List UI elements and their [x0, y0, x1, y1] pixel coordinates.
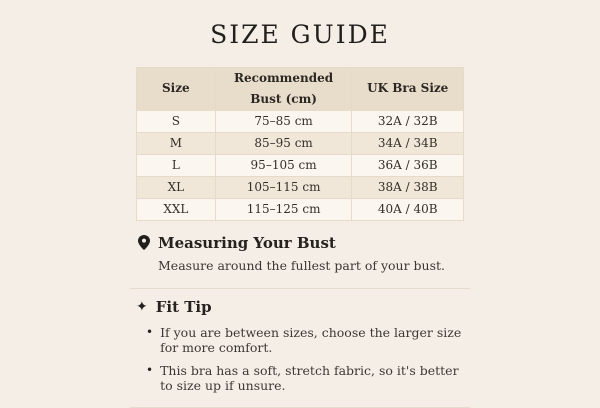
cell-uk: 38A / 38B: [352, 176, 464, 198]
measuring-description: Measure around the fullest part of your bust.: [158, 257, 446, 273]
table-row-xl: [137, 176, 464, 198]
bullet-icon: •: [146, 362, 154, 377]
fit-tip-list: [146, 325, 470, 395]
cell-uk: 40A / 40B: [352, 198, 464, 220]
cell-bust: 115–125 cm: [215, 198, 352, 220]
fit-tip-title: Fit Tip: [155, 297, 212, 316]
fit-tip-heading: [136, 298, 470, 316]
cell-bust: 95–105 cm: [215, 154, 352, 176]
cell-uk: 34A / 34B: [352, 132, 464, 154]
section-divider: [130, 288, 470, 289]
cell-size: XXL: [137, 198, 216, 220]
table-row-m: [137, 132, 464, 154]
cell-uk: 36A / 36B: [352, 154, 464, 176]
cell-size: M: [137, 132, 216, 154]
column-header-uk-bra-size: UK Bra Size: [352, 67, 464, 110]
cell-bust: 75–85 cm: [215, 110, 352, 132]
sparkle-icon: ✦: [136, 298, 148, 315]
size-table-header: [137, 67, 464, 110]
list-item: [146, 325, 470, 356]
size-table: [136, 67, 464, 221]
bullet-icon: •: [146, 324, 154, 339]
table-header-row: [137, 67, 464, 110]
fit-tip-text: This bra has a soft, stretch fabric, so it's better to size up if unsure.: [160, 362, 459, 394]
location-pin-icon: [138, 235, 150, 250]
table-row-s: [137, 110, 464, 132]
measuring-title: Measuring Your Bust: [158, 233, 336, 252]
size-table-body: [137, 110, 464, 220]
cell-size: L: [137, 154, 216, 176]
fit-tip-text: If you are between sizes, choose the larger size for more comfort.: [160, 324, 462, 356]
fit-tip-section: [136, 298, 470, 395]
column-header-bust: Recommended Bust (cm): [215, 67, 352, 110]
cell-bust: 85–95 cm: [215, 132, 352, 154]
cell-bust: 105–115 cm: [215, 176, 352, 198]
cell-size: XL: [137, 176, 216, 198]
size-guide-panel: [130, 0, 470, 408]
column-header-size: Size: [137, 67, 216, 110]
cell-uk: 32A / 32B: [352, 110, 464, 132]
table-row-l: [137, 154, 464, 176]
page-title: SIZE GUIDE: [210, 20, 390, 49]
measuring-heading: [138, 234, 470, 252]
cell-size: S: [137, 110, 216, 132]
measuring-section: [138, 234, 470, 273]
list-item: [146, 363, 470, 394]
table-row-xxl: [137, 198, 464, 220]
